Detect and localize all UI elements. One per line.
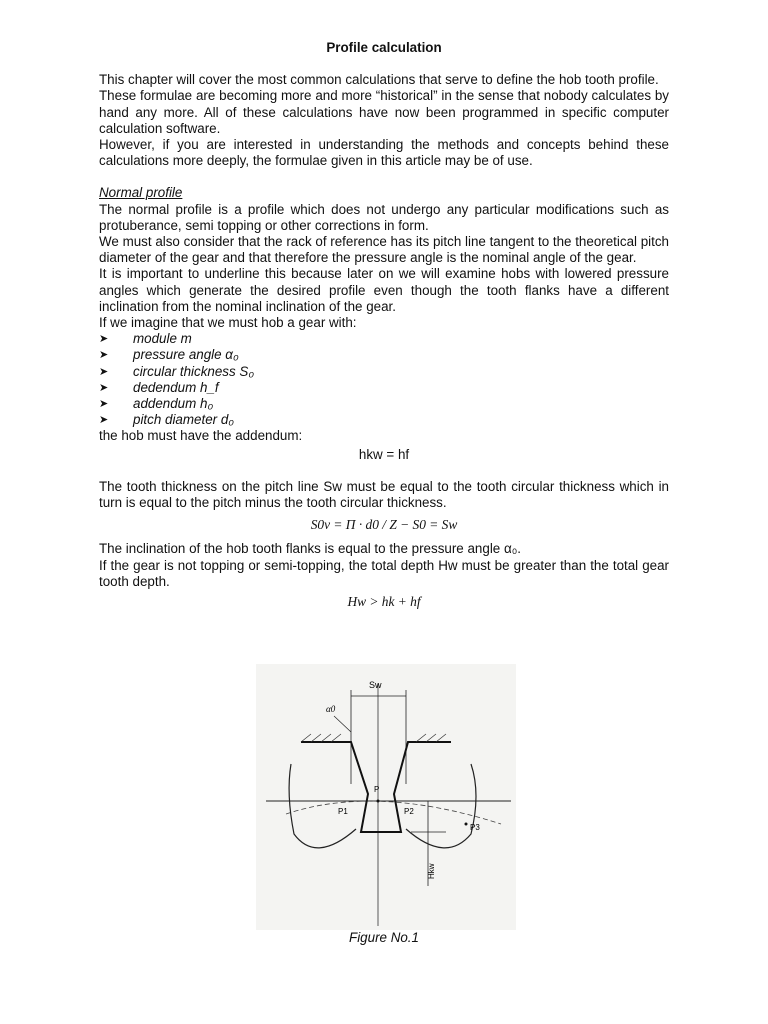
formula-hw: Hw > hk + hf xyxy=(347,594,421,609)
formula-s0v: S0v = Π · d0 / Z − S0 = Sw xyxy=(310,517,458,533)
page-title: Profile calculation xyxy=(326,40,442,55)
list-item: ➤ pressure angle α₀ xyxy=(99,347,239,363)
p1-label: P1 xyxy=(338,807,348,816)
section-paragraph-4: If we imagine that we must hob a gear with: xyxy=(99,315,357,331)
section-paragraph-2: We must also consider that the rack of reference has its pitch line tangent to the theoretical pitch diameter of the gear and that therefore the pressure angle is the nominal angle of the gear. xyxy=(99,234,669,266)
pitch-circle-arc xyxy=(286,801,501,824)
figure-caption: Figure No.1 xyxy=(349,930,419,945)
section-paragraph-1: The normal profile is a profile which does not undergo any particular modifications such as protuberance, semi topping or other corrections in form. xyxy=(99,201,669,233)
hkw-label: Hkw xyxy=(427,863,436,879)
gear-tooth-left xyxy=(289,764,356,848)
list-item: ➤ pitch diameter d₀ xyxy=(99,412,234,428)
arrow-bullet-icon: ➤ xyxy=(99,349,109,362)
parameter-list xyxy=(99,331,669,428)
arrow-bullet-icon: ➤ xyxy=(99,414,109,427)
arrow-bullet-icon: ➤ xyxy=(99,398,109,410)
document-page xyxy=(99,40,669,610)
sw-label: Sw xyxy=(369,680,382,690)
p2-label: P2 xyxy=(404,807,414,816)
intro-paragraph-3: However, if you are interested in understanding the methods and concepts behind these calculations more deeply, the formulae given in this article may be of use. xyxy=(99,137,669,169)
depth-paragraph: If the gear is not topping or semi-topping, the total depth Hw must be greater than the total gear tooth depth. xyxy=(99,557,669,589)
arrow-bullet-icon: ➤ xyxy=(99,333,109,346)
inclination-paragraph: The inclination of the hob tooth flanks is equal to the pressure angle α₀. xyxy=(99,541,521,557)
figure-gear-profile xyxy=(256,664,516,930)
p-label: P xyxy=(374,785,380,794)
list-item: ➤ dedendum h_f xyxy=(99,379,219,395)
p3-label: P3 xyxy=(470,823,480,832)
list-item: ➤ circular thickness S₀ xyxy=(99,363,254,379)
section-paragraph-3: It is important to underline this because later on we will examine hobs with lowered pressure angles which generate the desired profile even though the tooth flanks have a different inclination from the nominal inclination of the gear. xyxy=(99,266,669,314)
list-item: ➤ module m xyxy=(99,331,192,347)
list-item: ➤ addendum h₀ xyxy=(99,396,214,411)
section-heading: Normal profile xyxy=(99,185,183,201)
alpha-label: α0 xyxy=(326,704,336,714)
intro-paragraph-1: This chapter will cover the most common calculations that serve to define the hob tooth profile. xyxy=(99,72,659,88)
intro-paragraph-2: These formulae are becoming more and more “historical” in the sense that nobody calculates by hand any more. All of these calculations have now been programmed in specific computer calculation software. xyxy=(99,88,669,136)
formula-hkw: hkw = hf xyxy=(358,446,410,462)
addendum-sentence: the hob must have the addendum: xyxy=(99,428,303,444)
gear-tooth-right xyxy=(406,764,476,848)
gear-hob-diagram xyxy=(256,664,516,930)
tooth-thickness-paragraph: The tooth thickness on the pitch line Sw must be equal to the tooth circular thickness which in turn is equal to the pitch minus the tooth circular thickness. xyxy=(99,478,669,510)
arrow-bullet-icon: ➤ xyxy=(99,365,109,378)
arrow-bullet-icon: ➤ xyxy=(99,381,109,394)
